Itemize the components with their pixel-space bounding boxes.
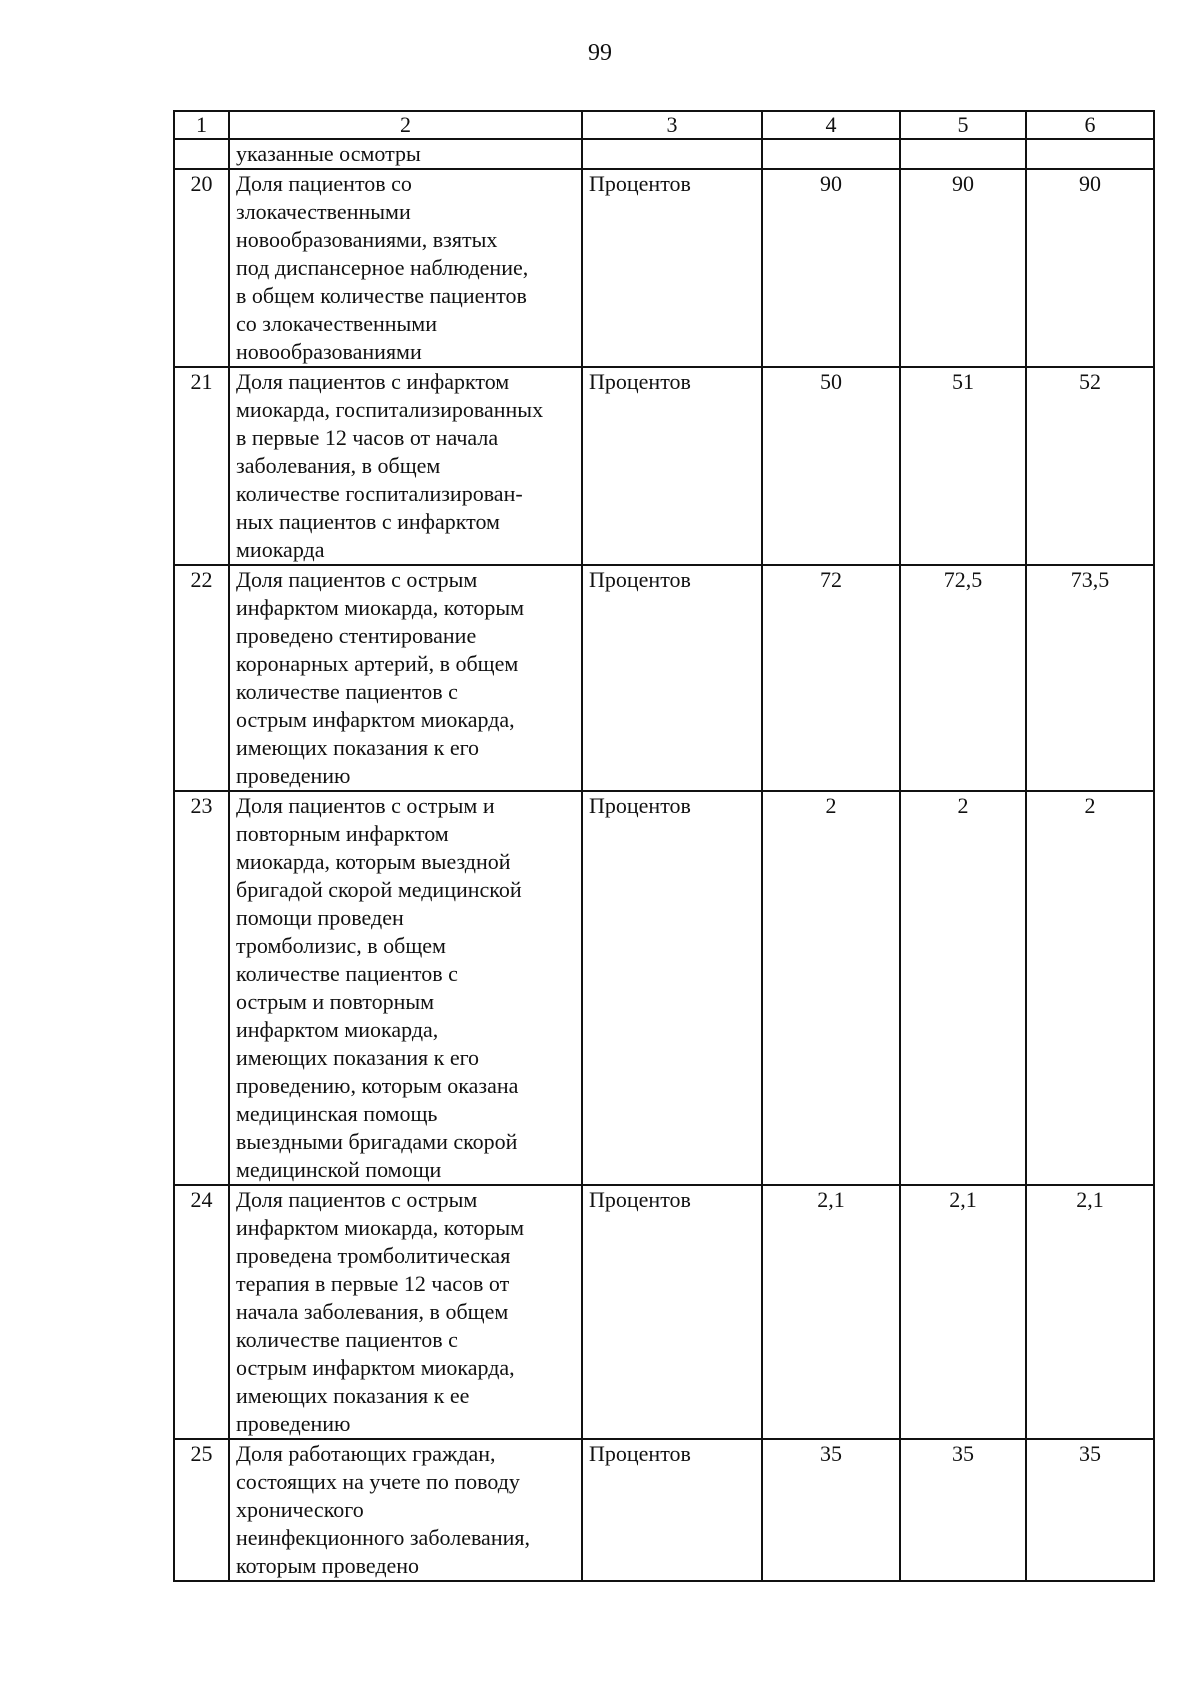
column-header: 6 [1026,111,1154,139]
value-col4: 2,1 [762,1185,900,1439]
row-number: 20 [174,169,229,367]
value-col4: 50 [762,367,900,565]
table-cell [900,139,1026,169]
indicator-description: Доля пациентов с острым инфарктом миокарда, которым проведена тромболитическая терапия в первые 12 часов от начала заболевания, в общем количестве пациентов с острым инфарктом миокарда, имеющих показания к ее проведению [229,1185,582,1439]
value-col6: 2,1 [1026,1185,1154,1439]
table-row [174,367,1154,565]
value-col6: 52 [1026,367,1154,565]
value-col6: 90 [1026,169,1154,367]
column-header: 1 [174,111,229,139]
indicator-description: Доля пациентов с инфарктом миокарда, госпитализированных в первые 12 часов от начала заболевания, в общем количестве госпитализирован- ных пациентов с инфарктом миокарда [229,367,582,565]
row-number: 23 [174,791,229,1185]
value-col4: 72 [762,565,900,791]
unit-cell: Процентов [582,367,762,565]
row-number: 22 [174,565,229,791]
unit-cell: Процентов [582,565,762,791]
unit-cell: Процентов [582,1185,762,1439]
indicator-description: Доля работающих граждан, состоящих на учете по поводу хронического неинфекционного заболевания, которым проведено [229,1439,582,1581]
value-col4: 35 [762,1439,900,1581]
value-col6: 73,5 [1026,565,1154,791]
value-col5: 2,1 [900,1185,1026,1439]
value-col4: 90 [762,169,900,367]
table-row [174,169,1154,367]
table-row [174,791,1154,1185]
value-col4: 2 [762,791,900,1185]
indicators-table [173,110,1155,1582]
value-col5: 90 [900,169,1026,367]
indicator-description: Доля пациентов с острым и повторным инфарктом миокарда, которым выездной бригадой скорой медицинской помощи проведен тромболизис, в общем количестве пациентов с острым и повторным инфарктом миокарда, имеющих показания к его проведению, которым оказана медицинская помощь выездными бригадами скорой медицинской помощи [229,791,582,1185]
unit-cell: Процентов [582,1439,762,1581]
unit-cell: Процентов [582,169,762,367]
table-row [174,1439,1154,1581]
page-number: 99 [588,40,612,66]
unit-cell: Процентов [582,791,762,1185]
continuation-row [174,139,1154,169]
table-row [174,565,1154,791]
value-col5: 72,5 [900,565,1026,791]
column-header: 3 [582,111,762,139]
indicator-description: Доля пациентов с острым инфарктом миокарда, которым проведено стентирование коронарных артерий, в общем количестве пациентов с острым инфарктом миокарда, имеющих показания к его проведению [229,565,582,791]
indicator-description: Доля пациентов со злокачественными новообразованиями, взятых под диспансерное наблюдение, в общем количестве пациентов со злокачественными новообразованиями [229,169,582,367]
value-col5: 35 [900,1439,1026,1581]
value-col6: 35 [1026,1439,1154,1581]
row-number: 24 [174,1185,229,1439]
table-cell [174,139,229,169]
row-number: 25 [174,1439,229,1581]
row-number: 21 [174,367,229,565]
column-header: 2 [229,111,582,139]
table-row [174,1185,1154,1439]
table-header-row [174,111,1154,139]
column-header: 4 [762,111,900,139]
table-cell [762,139,900,169]
table-cell [1026,139,1154,169]
continuation-text: указанные осмотры [229,139,582,169]
value-col6: 2 [1026,791,1154,1185]
column-header: 5 [900,111,1026,139]
value-col5: 2 [900,791,1026,1185]
value-col5: 51 [900,367,1026,565]
table-cell [582,139,762,169]
